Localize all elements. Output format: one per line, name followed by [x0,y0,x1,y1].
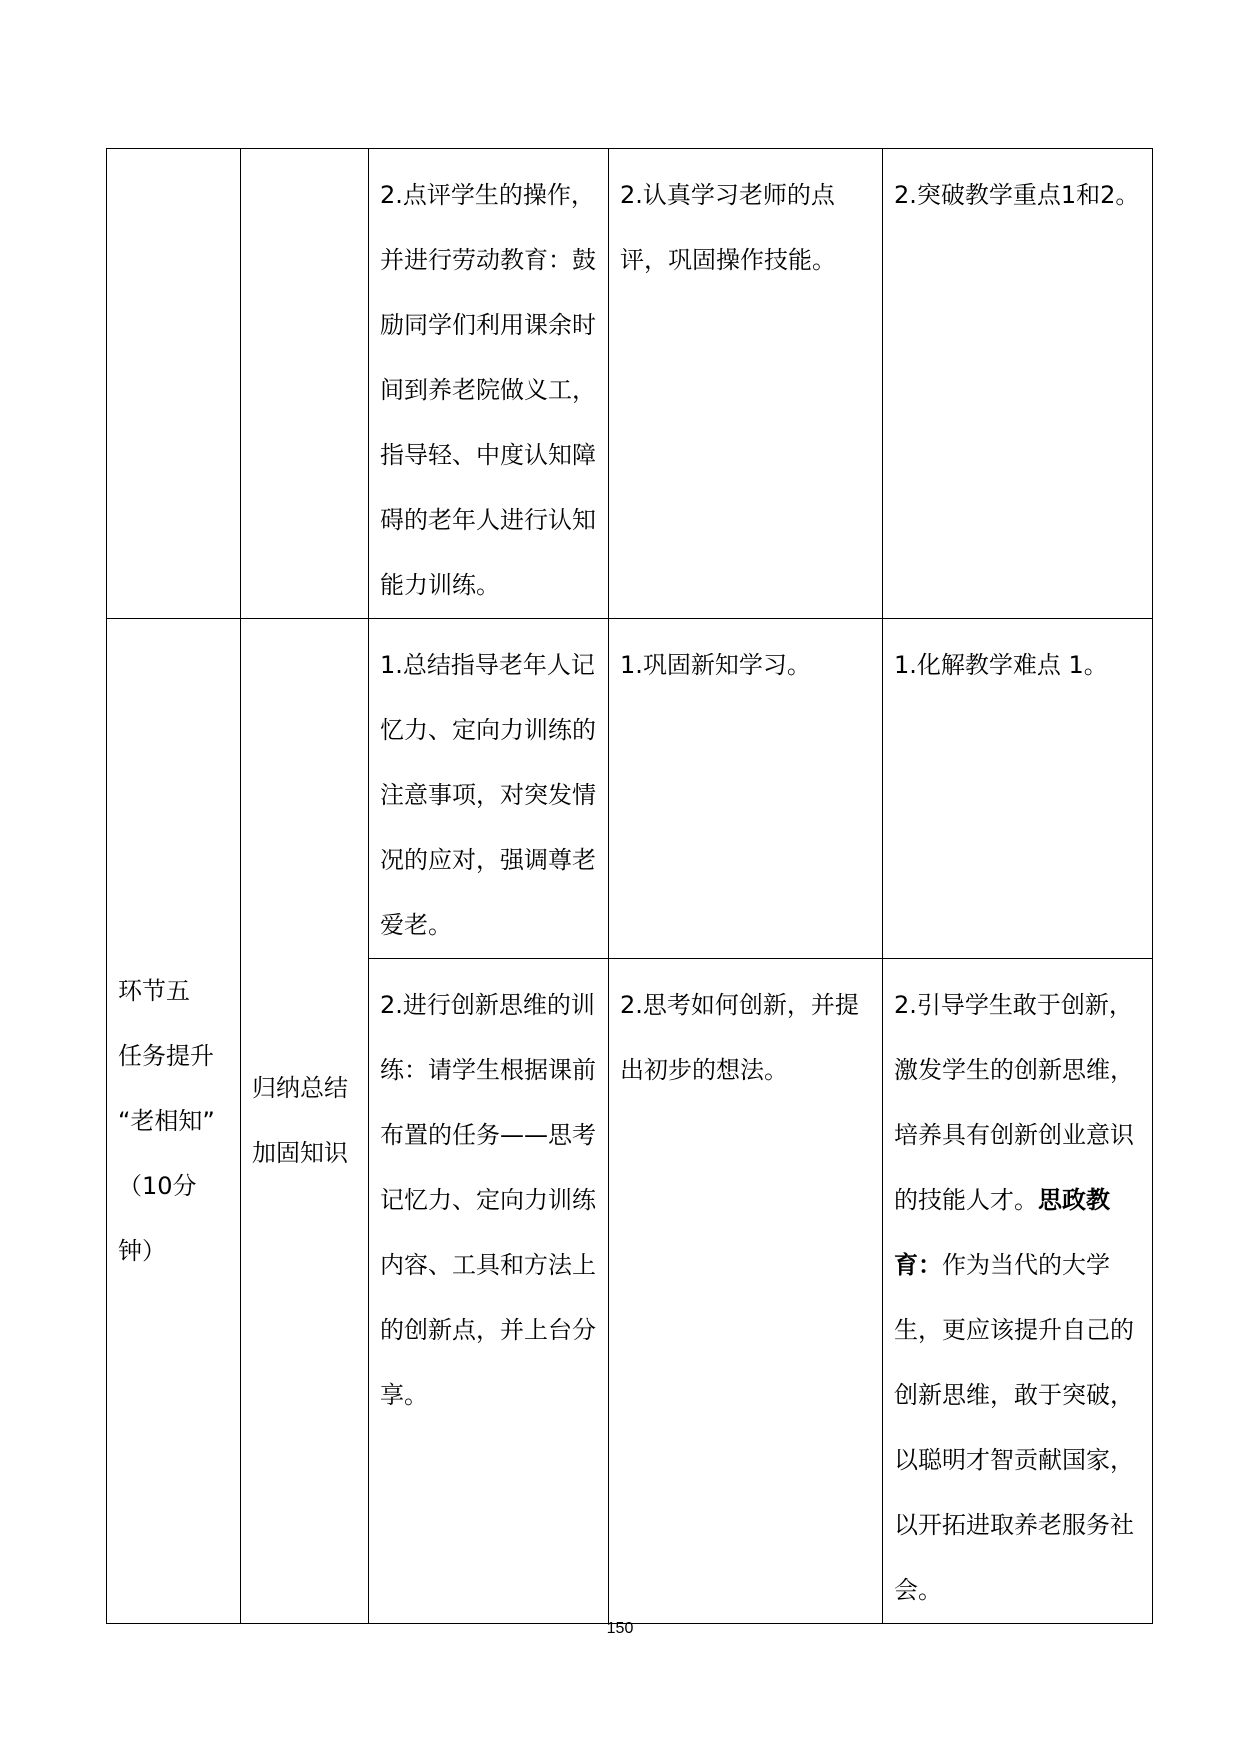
design-intent-cell: 2.突破教学重点1和2。 [883,149,1153,619]
student-activity-cell: 1.巩固新知学习。 [609,619,883,959]
teacher-activity-cell: 2.进行创新思维的训练：请学生根据课前布置的任务——思考记忆力、定向力训练内容、工具和方法上的创新点，并上台分享。 [369,959,609,1624]
stage-duration-unit: 钟） [118,1236,166,1265]
stage-name-label: “老相知” [118,1106,215,1135]
goal-line: 归纳总结 [252,1074,348,1102]
stage-cell [107,619,241,1624]
design-intent-cell: 1.化解教学难点 1。 [883,619,1153,959]
goal-line: 加固知识 [252,1139,348,1167]
lesson-plan-table [106,148,1153,1624]
page-number: 150 [606,1620,634,1637]
intent-text: 2.引导学生敢于创新，激发学生的创新思维，培养具有创新创业意识的技能人才。 [894,991,1134,1214]
table-row [107,149,1153,619]
goal-cell [241,619,369,1624]
stage-task-label: 任务提升 [118,1041,214,1070]
stage-label: 环节五 [118,976,190,1005]
teacher-activity-cell: 1.总结指导老年人记忆力、定向力训练的注意事项，对突发情况的应对，强调尊老爱老。 [369,619,609,959]
student-activity-cell: 2.认真学习老师的点评，巩固操作技能。 [609,149,883,619]
ideology-education-label: 思政教育： [894,1186,1110,1279]
goal-cell-empty [241,149,369,619]
design-intent-cell [883,959,1153,1624]
student-activity-cell: 2.思考如何创新，并提出初步的想法。 [609,959,883,1624]
table-row [107,619,1153,959]
stage-cell-empty [107,149,241,619]
stage-duration-label: （10分 [118,1171,197,1200]
teacher-activity-cell: 2.点评学生的操作，并进行劳动教育：鼓励同学们利用课余时间到养老院做义工，指导轻、中度认知障碍的老年人进行认知能力训练。 [369,149,609,619]
intent-text: 作为当代的大学生，更应该提升自己的创新思维，敢于突破，以聪明才智贡献国家，以开拓进取养老服务社会。 [894,1251,1134,1604]
